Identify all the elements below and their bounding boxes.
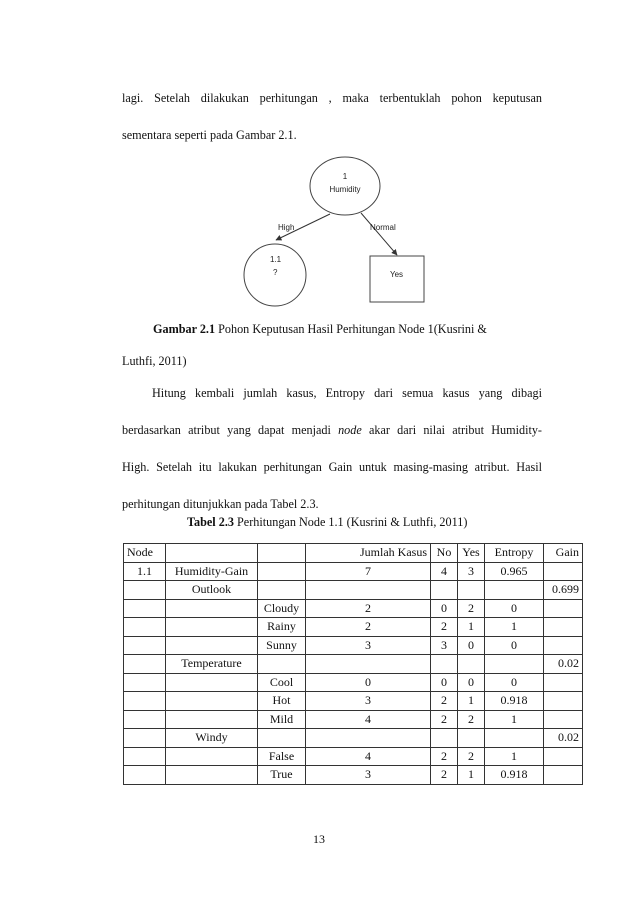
- body-line-1: Hitung kembali jumlah kasus, Entropy dari semua kasus yang dibagi: [152, 386, 542, 400]
- table-cell: 3: [306, 692, 431, 711]
- table-row: [124, 692, 583, 711]
- table-cell: 4: [431, 562, 458, 581]
- table-cell: Cloudy: [258, 599, 306, 618]
- figure-caption-label: Gambar 2.1: [153, 322, 216, 336]
- table-body: [124, 544, 583, 785]
- table-cell: 1.1: [124, 562, 166, 581]
- table-cell: [258, 581, 306, 600]
- table-caption-label: Tabel 2.3: [187, 515, 234, 529]
- table-cell: [544, 673, 583, 692]
- table-cell: [458, 655, 485, 674]
- table-cell: [258, 655, 306, 674]
- table-cell: [124, 729, 166, 748]
- table-cell: 0: [485, 673, 544, 692]
- table-row: [124, 618, 583, 637]
- table-cell: 1: [458, 618, 485, 637]
- table-cell: Hot: [258, 692, 306, 711]
- table-cell: 2: [431, 747, 458, 766]
- table-cell: [124, 581, 166, 600]
- intro-line-2: sementara seperti pada Gambar 2.1.: [122, 128, 297, 142]
- body-line-2-part-b: akar dari nilai atribut Humidity-: [361, 423, 542, 437]
- table-cell: 0: [431, 599, 458, 618]
- table-cell: Outlook: [166, 581, 258, 600]
- body-line-4: perhitungan ditunjukkan pada Tabel 2.3.: [122, 497, 319, 511]
- table-cell: 1: [458, 766, 485, 785]
- table-cell: [458, 581, 485, 600]
- right-leaf-node: [370, 256, 424, 302]
- table-cell: [124, 599, 166, 618]
- table-cell: 0: [431, 673, 458, 692]
- table-cell: [124, 673, 166, 692]
- table-cell: No: [431, 544, 458, 563]
- table-cell: Windy: [166, 729, 258, 748]
- table-cell: [544, 618, 583, 637]
- table-row: [124, 599, 583, 618]
- table-row: [124, 766, 583, 785]
- table-cell: [166, 544, 258, 563]
- figure-caption-text: Pohon Keputusan Hasil Perhitungan Node 1(Kusrini &: [215, 322, 487, 336]
- table-cell: [544, 599, 583, 618]
- table-cell: 0.02: [544, 655, 583, 674]
- table-cell: 2: [431, 710, 458, 729]
- table-cell: 4: [306, 747, 431, 766]
- table-row: [124, 710, 583, 729]
- table-row: [124, 747, 583, 766]
- edge-normal-label: Normal: [370, 223, 396, 232]
- table-cell: 3: [431, 636, 458, 655]
- table-cell: [485, 655, 544, 674]
- figure-caption-line-2: Luthfi, 2011): [122, 354, 187, 368]
- table-cell: [166, 747, 258, 766]
- table-cell: Rainy: [258, 618, 306, 637]
- left-child-label: ?: [273, 268, 278, 277]
- table-caption-text: Perhitungan Node 1.1 (Kusrini & Luthfi, 2011): [233, 515, 468, 529]
- data-table: [123, 543, 583, 785]
- table-cell: 2: [306, 599, 431, 618]
- table-cell: [124, 655, 166, 674]
- table-cell: [544, 692, 583, 711]
- table-header-row: [124, 544, 583, 563]
- decision-tree-diagram: [230, 152, 430, 312]
- table-cell: [258, 729, 306, 748]
- table-cell: True: [258, 766, 306, 785]
- table-cell: [166, 710, 258, 729]
- table-row: [124, 581, 583, 600]
- right-leaf-label: Yes: [390, 270, 404, 279]
- table-cell: [544, 766, 583, 785]
- table-cell: 0: [458, 673, 485, 692]
- table-cell: [544, 636, 583, 655]
- table-cell: 2: [458, 599, 485, 618]
- table-cell: 3: [306, 636, 431, 655]
- table-cell: [431, 655, 458, 674]
- intro-paragraph: [122, 80, 542, 154]
- table-cell: Sunny: [258, 636, 306, 655]
- body-line-3: High. Setelah itu lakukan perhitungan Gain untuk masing-masing atribut. Hasil: [122, 460, 542, 474]
- table-cell: [306, 729, 431, 748]
- table-cell: Mild: [258, 710, 306, 729]
- table-cell: Cool: [258, 673, 306, 692]
- table-caption: [187, 504, 467, 541]
- table-cell: 4: [306, 710, 431, 729]
- body-line-2-emphasis: node: [338, 423, 362, 437]
- table-cell: [166, 636, 258, 655]
- table-cell: 0: [485, 636, 544, 655]
- table-cell: 0.699: [544, 581, 583, 600]
- table-cell: 2: [306, 618, 431, 637]
- table-cell: 0: [458, 636, 485, 655]
- table-cell: [124, 766, 166, 785]
- table-cell: 2: [458, 710, 485, 729]
- table-cell: 0: [306, 673, 431, 692]
- table-cell: [124, 692, 166, 711]
- edge-high-label: High: [278, 223, 295, 232]
- table-cell: False: [258, 747, 306, 766]
- table-cell: 7: [306, 562, 431, 581]
- root-node-number: 1: [342, 172, 348, 181]
- table-cell: [124, 747, 166, 766]
- table-row: [124, 673, 583, 692]
- table-cell: [166, 692, 258, 711]
- page-number: 13: [313, 832, 325, 846]
- table-cell: [166, 766, 258, 785]
- table-cell: 1: [485, 618, 544, 637]
- table-cell: 0.965: [485, 562, 544, 581]
- table-cell: Entropy: [485, 544, 544, 563]
- table-cell: 1: [485, 710, 544, 729]
- table-row: [124, 636, 583, 655]
- table-cell: Yes: [458, 544, 485, 563]
- table-cell: [166, 618, 258, 637]
- table-cell: 2: [458, 747, 485, 766]
- table-cell: 1: [458, 692, 485, 711]
- table-row: [124, 655, 583, 674]
- table-row: [124, 562, 583, 581]
- body-paragraph: [122, 375, 542, 523]
- table-cell: [166, 673, 258, 692]
- table-cell: [124, 710, 166, 729]
- table-cell: 0.02: [544, 729, 583, 748]
- table-cell: [544, 562, 583, 581]
- table-cell: 3: [458, 562, 485, 581]
- table-cell: [124, 618, 166, 637]
- table-cell: 0: [485, 599, 544, 618]
- table-cell: 2: [431, 766, 458, 785]
- table-cell: [458, 729, 485, 748]
- table-cell: Gain: [544, 544, 583, 563]
- table-cell: [306, 581, 431, 600]
- table-cell: Humidity-Gain: [166, 562, 258, 581]
- table-cell: 2: [431, 692, 458, 711]
- table-cell: [544, 747, 583, 766]
- table-cell: [431, 729, 458, 748]
- figure-caption: [153, 311, 487, 348]
- table-cell: Jumlah Kasus: [306, 544, 431, 563]
- table-cell: 3: [306, 766, 431, 785]
- table-cell: 0.918: [485, 766, 544, 785]
- left-child-number: 1.1: [270, 255, 282, 264]
- table-cell: 2: [431, 618, 458, 637]
- body-line-2-part-a: berdasarkan atribut yang dapat menjadi: [122, 423, 339, 437]
- table-cell: 1: [485, 747, 544, 766]
- table-cell: [431, 581, 458, 600]
- root-node-label: Humidity: [329, 185, 361, 194]
- table-cell: Temperature: [166, 655, 258, 674]
- intro-line-1: lagi. Setelah dilakukan perhitungan , maka terbentuklah pohon keputusan: [122, 91, 542, 105]
- table-cell: Node: [124, 544, 166, 563]
- table-cell: [485, 581, 544, 600]
- table-cell: [544, 710, 583, 729]
- table-cell: [258, 562, 306, 581]
- table-cell: [306, 655, 431, 674]
- table-cell: [485, 729, 544, 748]
- edge-normal: [361, 213, 397, 255]
- table-cell: [124, 636, 166, 655]
- table-cell: [258, 544, 306, 563]
- table-cell: [166, 599, 258, 618]
- table-cell: 0.918: [485, 692, 544, 711]
- body-line-2: [122, 412, 542, 449]
- table-row: [124, 729, 583, 748]
